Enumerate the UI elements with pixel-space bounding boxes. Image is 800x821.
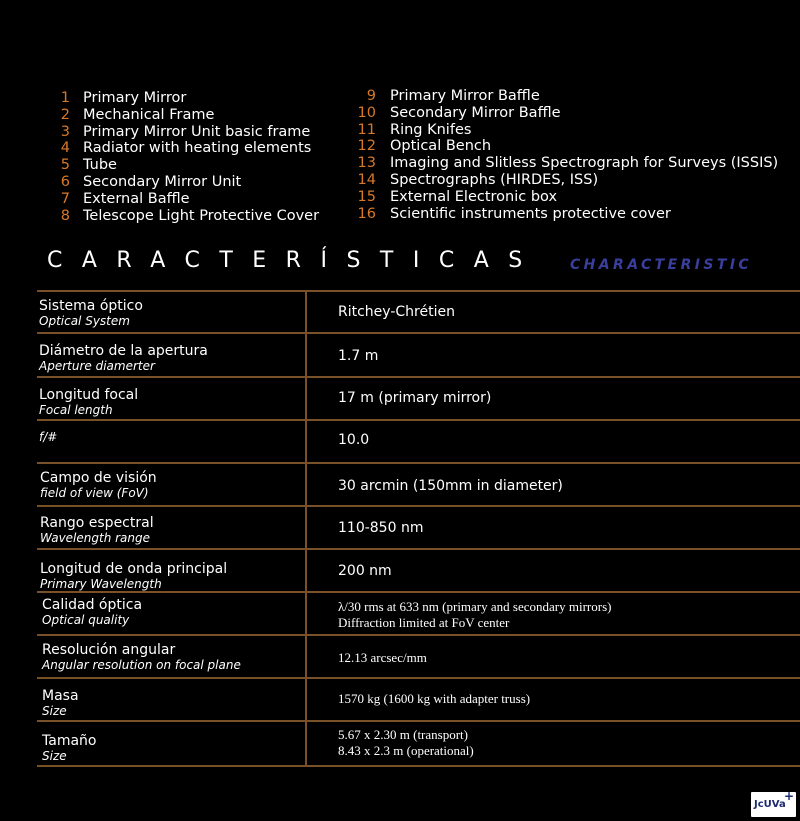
part-item [357,105,778,122]
part-label: Primary Mirror Baffle [390,88,540,104]
part-number: 6 [60,173,70,190]
part-number: 9 [366,88,376,104]
specs-table [37,290,800,767]
part-item [357,172,778,189]
row-divider [37,290,800,292]
spec-label-es: Sistema óptico [39,298,143,314]
spec-value: Ritchey-Chrétien [338,304,455,320]
spec-value: 200 nm [338,563,392,579]
spec-label-en: Size [42,704,67,718]
spec-value: 10.0 [338,432,370,448]
part-label: Telescope Light Protective Cover [83,207,320,224]
parts-list-right [357,88,778,222]
spec-label [39,387,138,417]
spec-label-es: Resolución angular [42,642,176,658]
part-number: 7 [60,190,70,207]
parts-list-left [58,90,319,224]
spec-label [39,430,57,444]
part-item [58,107,319,124]
part-number: 11 [357,121,376,138]
spec-label-en: Primary Wavelength [40,577,162,591]
row-divider [37,376,800,378]
part-number: 10 [357,104,376,121]
spec-label-es: Rango espectral [40,515,154,531]
part-item [58,208,319,225]
spec-label-es: Diámetro de la apertura [39,343,208,359]
column-divider [305,290,307,767]
spec-value: 17 m (primary mirror) [338,390,492,406]
characteristics-heading: CARACTERÍSTICAS [47,248,542,273]
spec-value: 1.7 m [338,348,379,364]
spec-value-line: 8.43 x 2.3 m (operational) [338,743,474,758]
part-label: Tube [83,157,117,174]
part-label: Secondary Mirror Unit [83,173,242,190]
spec-value-line: 5.67 x 2.30 m (transport) [338,727,468,742]
part-label: Ring Knifes [390,121,472,138]
part-number: 5 [60,157,70,174]
row-divider [37,591,800,593]
part-item [58,90,319,107]
row-divider [37,634,800,636]
spec-label-en: field of view (FoV) [40,486,149,500]
part-label: Primary Mirror [83,90,187,106]
row-divider [37,677,800,679]
part-number: 4 [60,140,70,157]
part-label: External Electronic box [390,188,558,205]
spec-label [39,298,143,328]
row-divider [37,548,800,550]
part-label: Radiator with heating elements [83,140,312,157]
part-number: 8 [60,207,70,224]
spec-label [42,597,142,627]
spec-label-en: Aperture diamerter [39,359,155,373]
row-divider [37,765,800,767]
spec-value-line: Diffraction limited at FoV center [338,615,510,630]
spec-label-es: Longitud de onda principal [40,561,228,577]
part-item [357,189,778,206]
jcuva-logo [751,789,796,817]
part-item [357,155,778,172]
part-item [58,191,319,208]
part-label: Spectrographs (HIRDES, ISS) [390,171,599,188]
part-number: 13 [357,155,376,172]
spec-label-es: Tamaño [42,733,97,749]
part-label: Imaging and Slitless Spectrograph for Surveys (ISSIS) [390,155,779,172]
part-label: Secondary Mirror Baffle [390,104,561,121]
spec-value-line: λ/30 rms at 633 nm (primary and secondary mirrors) [338,599,612,614]
spec-value: 30 arcmin (150mm in diameter) [338,478,563,494]
spec-label-en: Focal length [39,403,113,417]
row-divider [37,462,800,464]
part-label: Scientific instruments protective cover [390,205,671,222]
spec-value: 1570 kg (1600 kg with adapter truss) [338,691,531,706]
logo-text: JcUVa [754,799,786,810]
spec-value: 12.13 arcsec/mm [338,650,427,665]
part-number: 2 [60,106,70,123]
part-item [357,122,778,139]
spec-label-en: Size [42,749,67,763]
spec-label [42,688,79,718]
part-item [357,88,778,105]
part-item [357,206,778,223]
part-item [357,138,778,155]
spec-label [42,642,241,672]
spec-label-es: Masa [42,688,79,704]
spec-label [40,515,154,545]
part-number: 1 [60,90,70,106]
spec-label [40,561,227,591]
part-item [58,174,319,191]
part-number: 15 [357,188,376,205]
spec-label [39,343,208,373]
spec-value: 110-850 nm [338,520,424,536]
spec-label-en: Optical quality [42,613,130,627]
row-divider [37,505,800,507]
spec-value [338,727,474,759]
part-number: 16 [357,205,376,222]
part-label: Primary Mirror Unit basic frame [83,123,311,140]
row-divider [37,419,800,421]
part-label: Mechanical Frame [83,106,215,123]
spec-label [42,733,96,763]
part-label: Optical Bench [390,138,492,155]
part-item [58,124,319,141]
plus-icon: + [783,789,794,803]
spec-label-en: Angular resolution on focal plane [42,658,241,672]
part-number: 14 [357,171,376,188]
row-divider [37,720,800,722]
row-divider [37,332,800,334]
part-number: 3 [60,123,70,140]
spec-label-es: Campo de visión [40,470,157,486]
spec-label-en: Optical System [39,314,130,328]
spec-label-en: f/# [39,430,58,444]
part-number: 12 [357,138,376,155]
characteristics-subheading: CHARACTERISTIC [570,257,753,273]
part-label: External Baffle [83,190,190,207]
part-item [58,140,319,157]
spec-label-es: Longitud focal [39,387,139,403]
part-item [58,157,319,174]
spec-label [40,470,157,500]
spec-label-es: Calidad óptica [42,597,143,613]
spec-label-en: Wavelength range [40,531,151,545]
spec-value [338,599,611,631]
